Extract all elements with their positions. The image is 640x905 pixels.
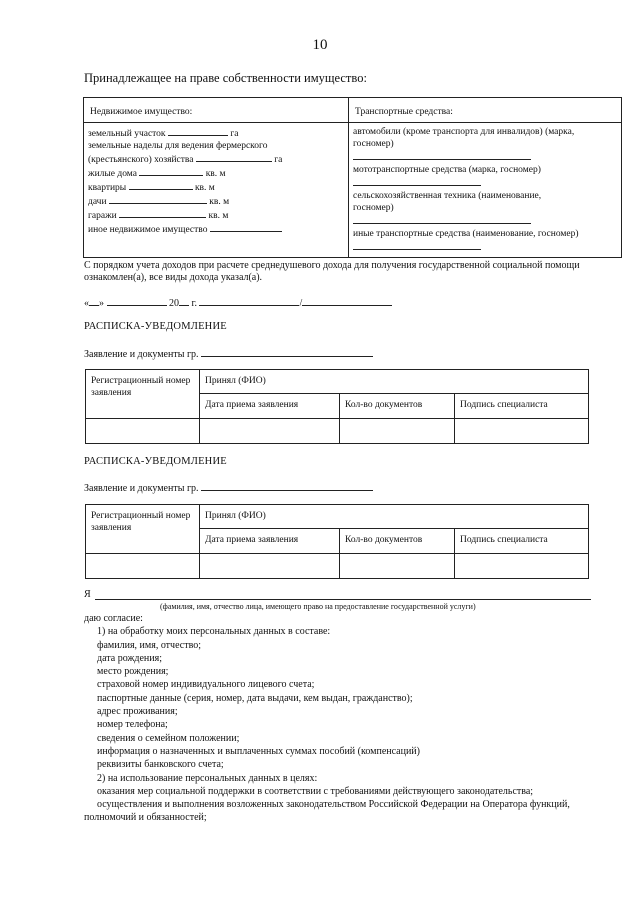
accepted-header: Принял (ФИО) bbox=[200, 505, 589, 529]
name-caption: (фамилия, имя, отчество лица, имеющего право на предоставление государственной услуги) bbox=[160, 602, 476, 611]
receipt-table bbox=[85, 369, 589, 444]
month-blank[interactable] bbox=[107, 296, 167, 306]
real-estate-item: иное недвижимое имущество bbox=[88, 222, 344, 236]
consent-line: полномочий и обязанностей; bbox=[84, 812, 207, 824]
reg-number-cell[interactable] bbox=[86, 554, 200, 579]
reg-number-header: Регистрационный номер заявления bbox=[86, 370, 200, 419]
real-estate-item: (крестьянского) хозяйства га bbox=[88, 152, 344, 166]
col-date-header: Дата приема заявления bbox=[200, 529, 340, 554]
col-date-header: Дата приема заявления bbox=[200, 394, 340, 419]
real-estate-item: земельные наделы для ведения фермерского bbox=[88, 141, 268, 151]
blank-line[interactable] bbox=[129, 180, 193, 190]
page-number: 10 bbox=[312, 37, 328, 53]
real-estate-item: земельный участок га bbox=[88, 126, 344, 140]
vehicles-header-cell bbox=[349, 98, 622, 123]
consent-line: даю согласие: bbox=[84, 613, 143, 624]
docs-count-cell[interactable] bbox=[340, 554, 455, 579]
consent-line: 1) на обработку моих персональных данных в составе: bbox=[97, 626, 331, 638]
consent-line: фамилия, имя, отчество; bbox=[97, 639, 202, 651]
consent-line: паспортные данные (серия, номер, дата выдачи, кем выдан, гражданство); bbox=[97, 692, 413, 704]
blank-line[interactable] bbox=[210, 222, 282, 232]
consent-line: 2) на использование персональных данных в целях: bbox=[97, 772, 318, 784]
consent-line: место рождения; bbox=[97, 666, 169, 678]
real-estate-item: гаражи кв. м bbox=[88, 208, 344, 222]
reg-number-cell[interactable] bbox=[86, 419, 200, 444]
vehicle-item: сельскохозяйственная техника (наименование, bbox=[353, 191, 542, 201]
col-sign-header: Подпись специалиста bbox=[455, 529, 589, 554]
vehicle-item: госномер) bbox=[353, 203, 394, 213]
receipt-title: РАСПИСКА-УВЕДОМЛЕНИЕ bbox=[84, 321, 227, 332]
consent-line: страховой номер индивидуального лицевого счета; bbox=[97, 679, 315, 691]
col-sign-header: Подпись специалиста bbox=[455, 394, 589, 419]
blank-line[interactable] bbox=[196, 152, 272, 162]
blank-line[interactable] bbox=[353, 240, 481, 250]
consent-text bbox=[84, 612, 570, 825]
signature-cell[interactable] bbox=[455, 419, 589, 444]
consent-line: сведения о семейном положении; bbox=[97, 732, 240, 744]
consent-line: дата рождения; bbox=[97, 652, 162, 664]
property-table bbox=[83, 97, 622, 258]
real-estate-item: дачи кв. м bbox=[88, 194, 344, 208]
vehicle-item: госномер) bbox=[353, 139, 394, 149]
consent-line: адрес проживания; bbox=[97, 706, 178, 718]
date-cell[interactable] bbox=[200, 554, 340, 579]
vehicles-cell bbox=[349, 123, 622, 258]
ya-label: Я bbox=[84, 589, 91, 600]
blank-line[interactable] bbox=[109, 194, 207, 204]
property-heading: Принадлежащее на праве собственности имущество: bbox=[84, 71, 367, 85]
col-docs-header: Кол-во документов bbox=[340, 529, 455, 554]
consent-line: осуществления и выполнения возложенных законодательством Российской Федерации на Оператора функций, bbox=[97, 799, 570, 811]
day-blank[interactable] bbox=[89, 296, 99, 306]
consent-line: реквизиты банковского счета; bbox=[97, 759, 224, 771]
applicant-blank[interactable] bbox=[201, 347, 373, 357]
vehicle-item: автомобили (кроме транспорта для инвалидов) (марка, bbox=[353, 127, 575, 137]
real-estate-item: квартиры кв. м bbox=[88, 180, 344, 194]
signature-blank[interactable] bbox=[199, 296, 299, 306]
blank-line[interactable] bbox=[139, 166, 203, 176]
real-estate-header: Недвижимое имущество: bbox=[90, 107, 193, 117]
accepted-header: Принял (ФИО) bbox=[200, 370, 589, 394]
vehicle-item: иные транспортные средства (наименование, госномер) bbox=[353, 229, 579, 239]
receipt-applicant-line: Заявление и документы гр. bbox=[84, 481, 373, 494]
vehicle-blank bbox=[353, 150, 617, 164]
col-docs-header: Кол-во документов bbox=[340, 394, 455, 419]
blank-line[interactable] bbox=[168, 126, 228, 136]
blank-line[interactable] bbox=[353, 150, 531, 160]
full-name-blank[interactable] bbox=[95, 599, 591, 600]
acknowledgement-text: С порядком учета доходов при расчете среднедушевого дохода для получения государственной социальной помощи ознакомлен(а), все виды дохода указал(а). bbox=[84, 260, 580, 283]
real-estate-header-cell bbox=[84, 98, 349, 123]
real-estate-cell bbox=[84, 123, 349, 258]
receipt-applicant-line: Заявление и документы гр. bbox=[84, 347, 373, 360]
blank-line[interactable] bbox=[119, 208, 206, 218]
consent-line: номер телефона; bbox=[97, 719, 168, 731]
date-cell[interactable] bbox=[200, 419, 340, 444]
consent-line: информация о назначенных и выплаченных суммах пособий (компенсаций) bbox=[97, 745, 420, 757]
receipt-table bbox=[85, 504, 589, 579]
blank-line[interactable] bbox=[353, 176, 481, 186]
vehicles-header: Транспортные средства: bbox=[355, 107, 453, 117]
vehicle-item: мототранспортные средства (марка, госномер) bbox=[353, 165, 541, 175]
real-estate-item: жилые дома кв. м bbox=[88, 166, 344, 180]
vehicle-blank bbox=[353, 214, 617, 228]
consent-line: оказания мер социальной поддержки в соответствии с требованиями действующего законодательства; bbox=[97, 785, 534, 797]
vehicle-blank bbox=[353, 240, 617, 254]
vehicle-blank bbox=[353, 176, 617, 190]
date-signature-line: « » 20 г. / bbox=[84, 296, 392, 309]
reg-number-header: Регистрационный номер заявления bbox=[86, 505, 200, 554]
signature-cell[interactable] bbox=[455, 554, 589, 579]
blank-line[interactable] bbox=[353, 214, 531, 224]
year-blank[interactable] bbox=[179, 296, 189, 306]
applicant-blank[interactable] bbox=[201, 481, 373, 491]
docs-count-cell[interactable] bbox=[340, 419, 455, 444]
receipt-title: РАСПИСКА-УВЕДОМЛЕНИЕ bbox=[84, 456, 227, 467]
name-blank[interactable] bbox=[302, 296, 392, 306]
